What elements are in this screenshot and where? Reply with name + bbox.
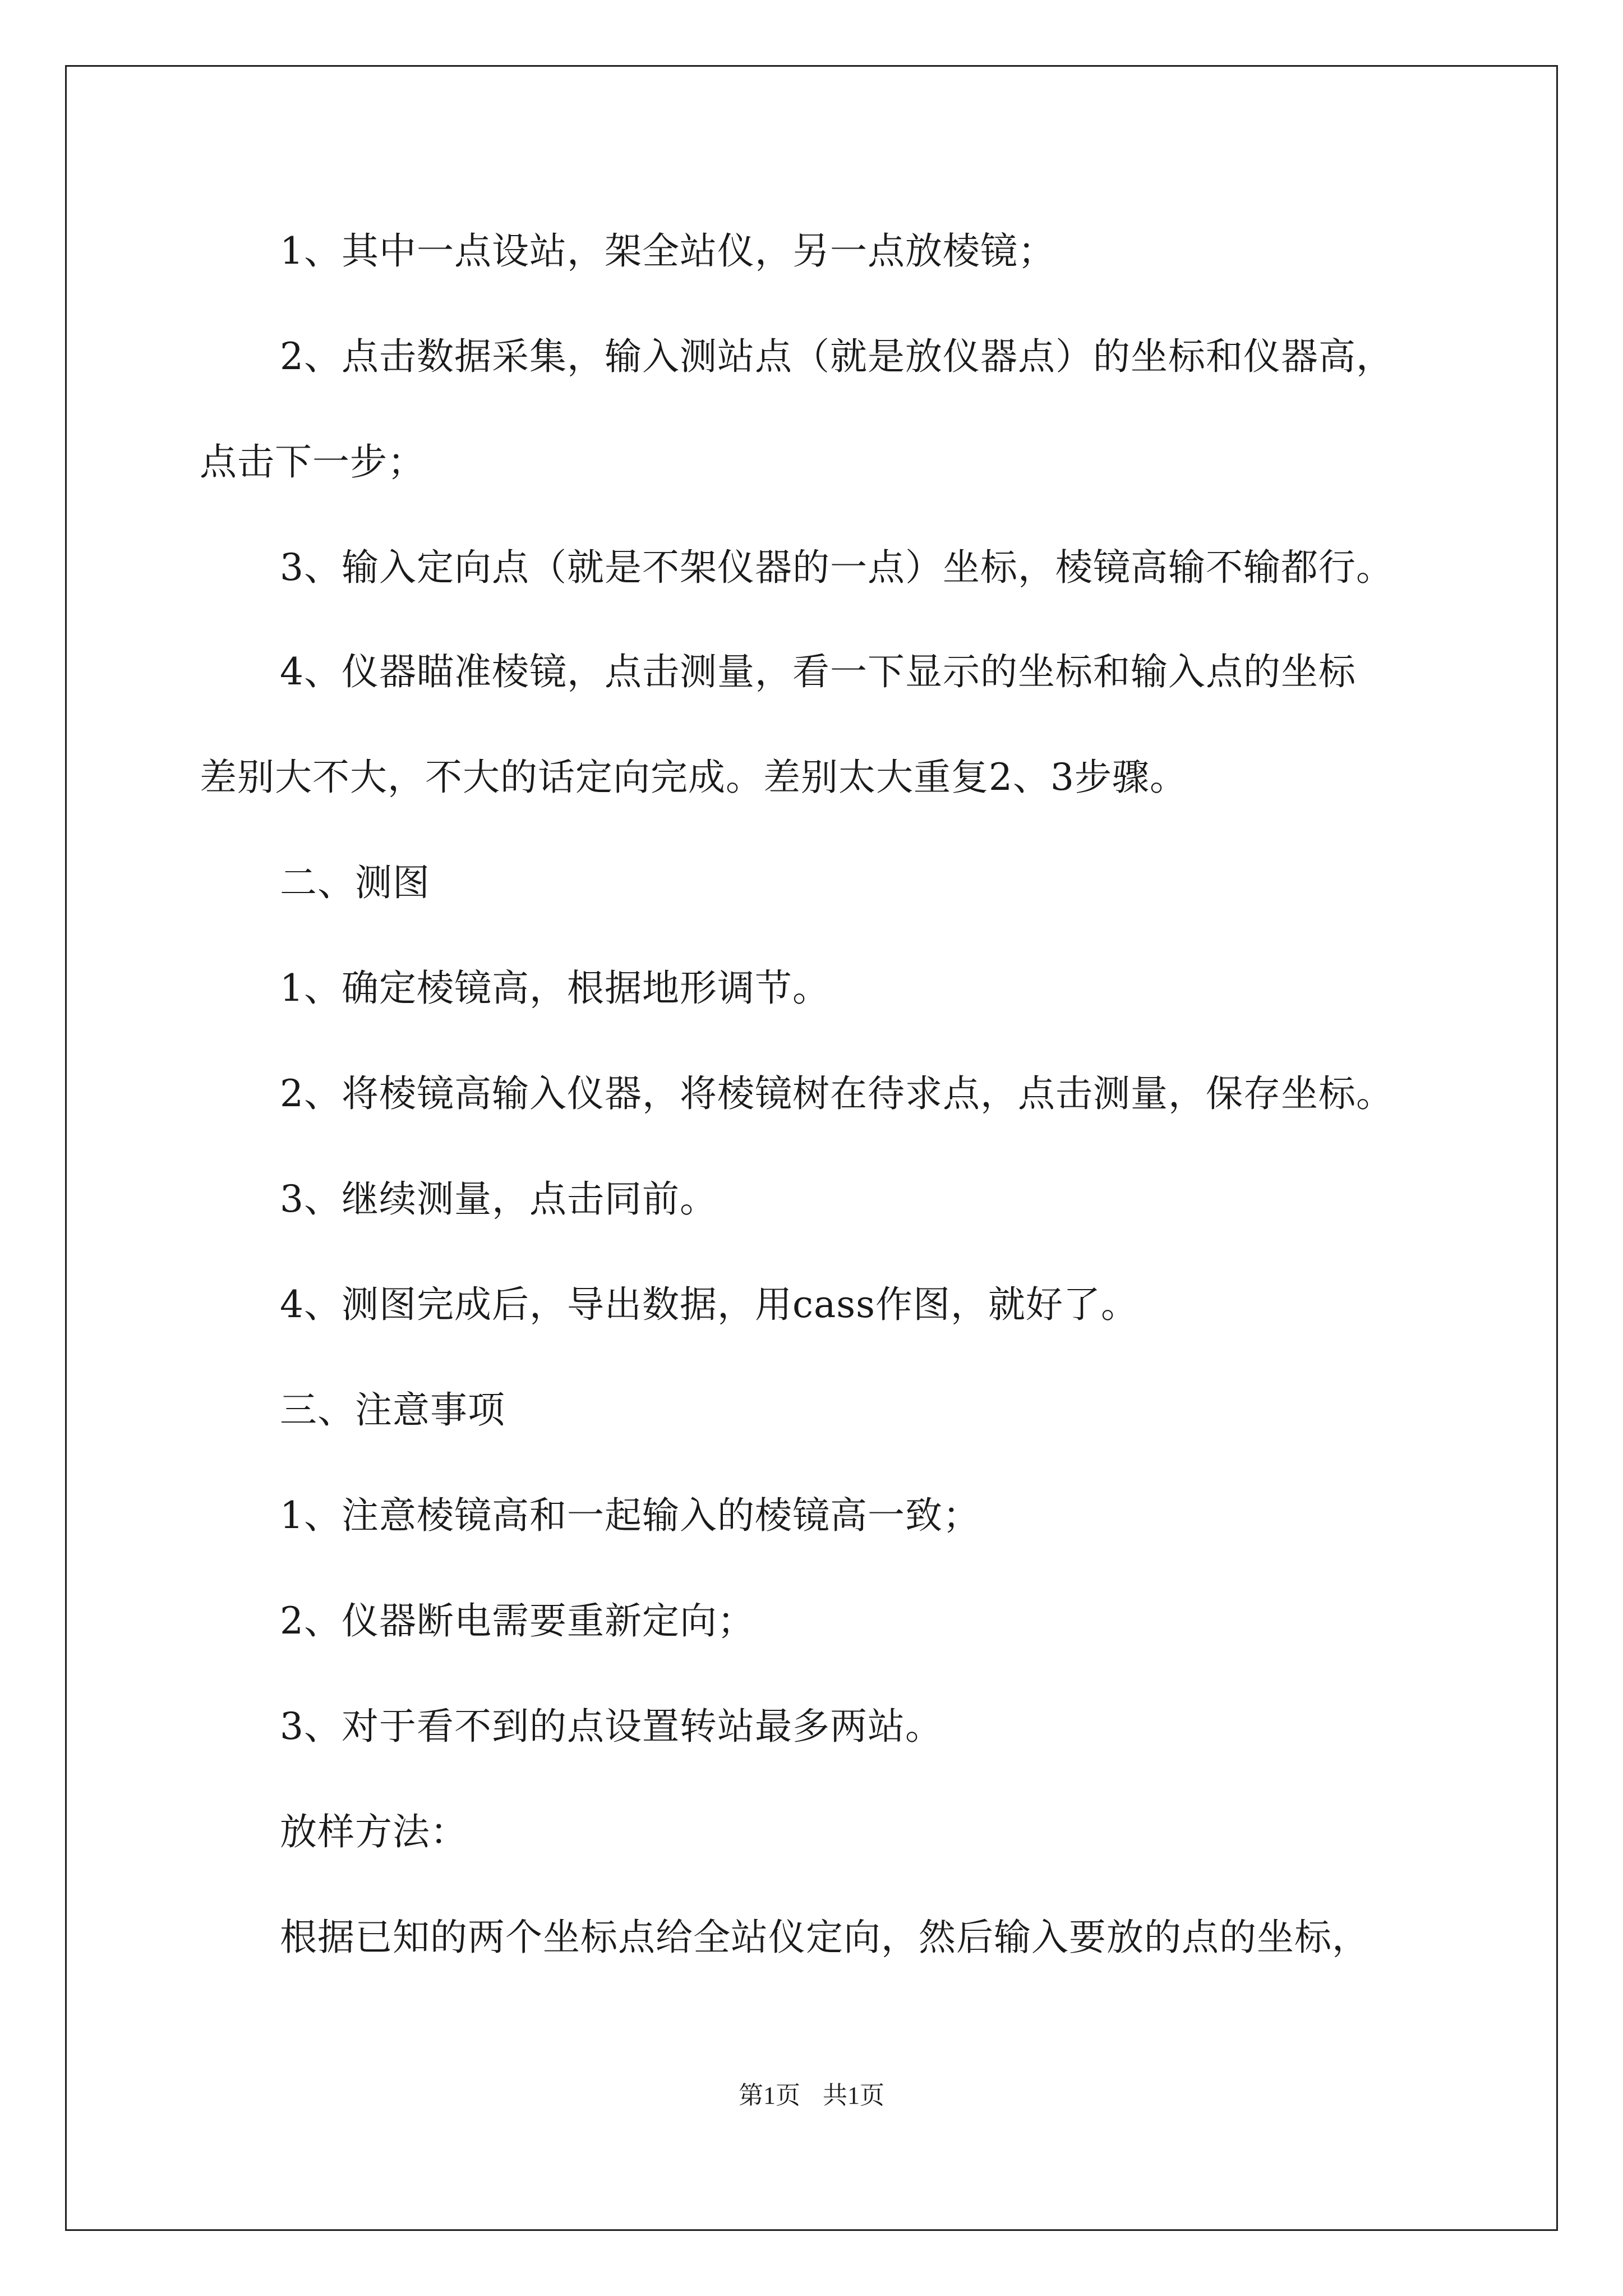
step-1-setup: 1、其中一点设站，架全站仪，另一点放棱镜； bbox=[280, 229, 1055, 273]
note-2: 2、仪器断电需要重新定向； bbox=[280, 1599, 755, 1642]
page-total: 共1页 bbox=[823, 2082, 884, 2109]
step-4-aim-prism: 4、仪器瞄准棱镜，点击测量，看一下显示的坐标和输入点的坐标 bbox=[280, 650, 1356, 693]
section-heading-notes: 三、注意事项 bbox=[280, 1388, 505, 1432]
page-number: 第1页 bbox=[739, 2082, 800, 2109]
step-3-orientation-point: 3、输入定向点（就是不架仪器的一点）坐标，棱镜高输不输都行。 bbox=[280, 546, 1394, 589]
step-4-continuation: 差别大不大，不大的话定向完成。差别太大重复2、3步骤。 bbox=[200, 756, 1187, 799]
survey-step-1: 1、确定棱镜高，根据地形调节。 bbox=[280, 967, 830, 1010]
heading-staking-method: 放样方法： bbox=[280, 1810, 468, 1853]
note-1: 1、注意棱镜高和一起输入的棱镜高一致； bbox=[280, 1494, 980, 1537]
survey-step-2: 2、将棱镜高输入仪器，将棱镜树在待求点，点击测量，保存坐标。 bbox=[280, 1072, 1394, 1115]
step-2-input-station: 2、点击数据采集，输入测站点（就是放仪器点）的坐标和仪器高， bbox=[280, 335, 1394, 378]
note-3: 3、对于看不到的点设置转站最多两站。 bbox=[280, 1705, 943, 1748]
survey-step-4: 4、测图完成后，导出数据，用cass作图，就好了。 bbox=[280, 1283, 1139, 1326]
survey-step-3: 3、继续测量，点击同前。 bbox=[280, 1177, 717, 1221]
page-border bbox=[65, 65, 1558, 2231]
section-heading-surveying: 二、测图 bbox=[280, 861, 430, 904]
page-footer bbox=[0, 2080, 1623, 2111]
step-2-continuation: 点击下一步； bbox=[200, 440, 425, 484]
staking-method-text: 根据已知的两个坐标点给全站仪定向，然后输入要放的点的坐标， bbox=[280, 1916, 1370, 1959]
